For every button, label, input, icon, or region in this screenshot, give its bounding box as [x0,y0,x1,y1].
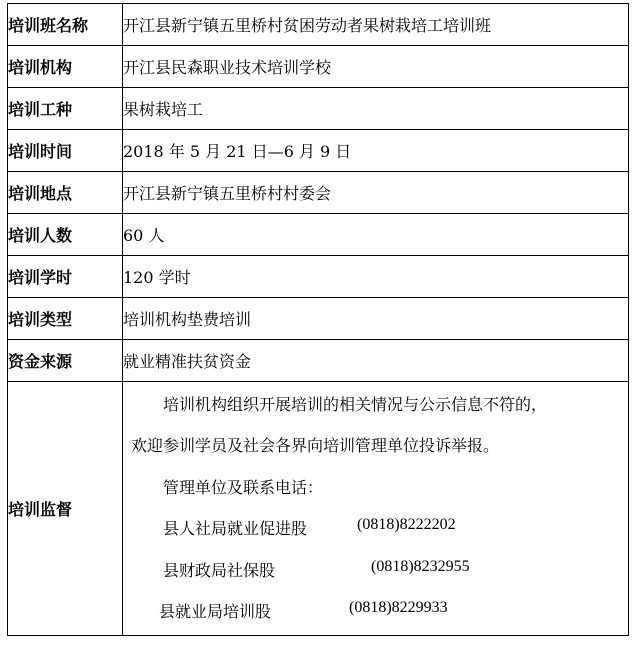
row-value: 就业精准扶贫资金 [123,340,629,382]
row-label: 培训类型 [8,298,123,340]
contact-dept: 县财政局社保股 [163,561,276,580]
contact-heading: 管理单位及联系电话： [163,478,324,497]
row-value: 60 人 [123,214,629,256]
training-info-table [7,3,629,636]
row-label: 培训班名称 [8,4,123,46]
table-row [8,340,629,382]
row-value: 120 学时 [123,256,629,298]
row-value: 开江县新宁镇五里桥村贫困劳动者果树栽培工培训班 [123,4,629,46]
row-label: 培训学时 [8,256,123,298]
row-label: 资金来源 [8,340,123,382]
row-label: 培训时间 [8,130,123,172]
contact-phone: (0818)8229933 [349,599,448,616]
table-row [8,46,629,88]
contact-dept: 县人社局就业促进股 [163,519,308,538]
table-row [8,256,629,298]
supervision-label: 培训监督 [8,382,123,636]
table-row [8,88,629,130]
table-row [8,130,629,172]
row-value: 2018 年 5 月 21 日—6 月 9 日 [123,130,629,172]
complaint-text-line-2: 欢迎参训学员及社会各界向培训管理单位投诉举报。 [131,436,500,455]
row-label: 培训工种 [8,88,123,130]
row-value: 开江县新宁镇五里桥村村委会 [123,172,629,214]
row-label: 培训机构 [8,46,123,88]
row-value: 培训机构垫费培训 [123,298,629,340]
row-value: 果树栽培工 [123,88,629,130]
row-label: 培训人数 [8,214,123,256]
contact-phone: (0818)8222202 [357,516,456,533]
table-row [8,4,629,46]
supervision-row [8,382,629,636]
contact-dept: 县就业局培训股 [159,602,272,621]
contact-phone: (0818)8232955 [371,558,470,575]
supervision-content [123,382,629,636]
table-row [8,172,629,214]
row-label: 培训地点 [8,172,123,214]
complaint-text-line-1: 培训机构组织开展培训的相关情况与公示信息不符的， [163,395,548,414]
table-row [8,214,629,256]
table-row [8,298,629,340]
row-value: 开江县民森职业技术培训学校 [123,46,629,88]
